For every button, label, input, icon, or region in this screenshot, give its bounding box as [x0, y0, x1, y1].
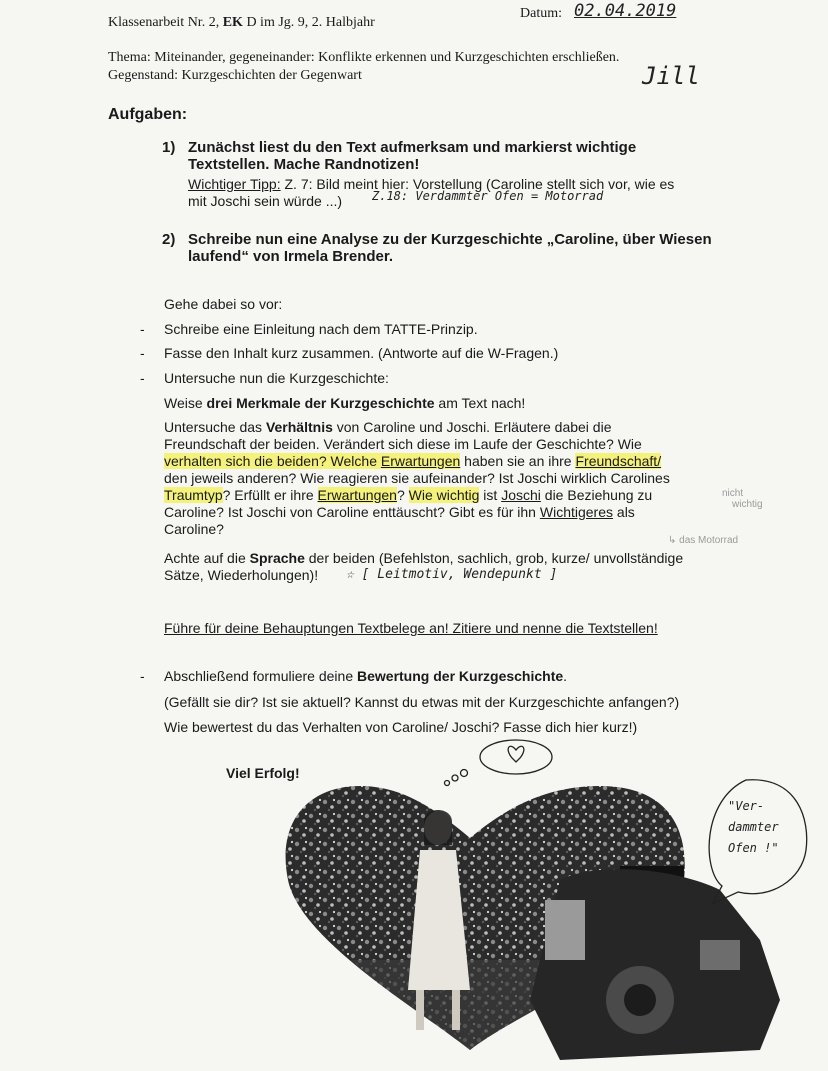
- task1-number: 1): [162, 139, 176, 156]
- speech-bubble-text: "Ver- dammter Ofen !": [728, 799, 779, 855]
- date-value: 02.04.2019: [574, 1, 677, 21]
- relationship-paragraph: Untersuche das Verhältnis von Caroline und Joschi. Erläutere dabei die Freundschaft der beiden. Verändert sich diese im Laufe der Geschichte? Wie verhalten sich die beiden? Welche Erwartungen haben sie an ihre Freundschaft/ den jeweils anderen? Wie reagieren sie aufeinander? Ist Joschi wirklich Carolines Traumtyp? Erfüllt er ihre Erwartungen? Wie wichtig ist Joschi die Beziehung zu Caroline? Ist Joschi von Caroline enttäuscht? Gibt es für ihn Wichtigeres als Caroline?: [164, 419, 670, 537]
- heart-icon: [508, 746, 524, 762]
- bullet-dash: -: [140, 345, 145, 361]
- language-handwritten-note: ☆ [ Leitmotiv, Wendepunkt ]: [346, 567, 558, 582]
- language-paragraph: Achte auf die Sprache der beiden (Befehlston, sachlich, grob, kurze/ unvollständige Sätze, Wiederholungen)!: [164, 550, 684, 583]
- step-features: Weise drei Merkmale der Kurzgeschichte am Text nach!: [164, 395, 526, 411]
- task2-text: Schreibe nun eine Analyse zu der Kurzgeschichte „Caroline, über Wiesen laufend“ von Irmela Brender.: [188, 231, 712, 265]
- margin-note-wichtig: wichtig: [732, 499, 763, 510]
- bullet-dash: -: [140, 321, 145, 337]
- step-summary: Fasse den Inhalt kurz zusammen. (Antworte auf die W-Fragen.): [164, 345, 559, 361]
- motorbike: [530, 866, 780, 1060]
- task1-handwritten-note: Z.18: Verdammter Ofen = Motorrad: [372, 189, 604, 203]
- evaluation-behavior: Wie bewertest du das Verhalten von Caroline/ Joschi? Fasse dich hier kurz!): [164, 719, 638, 735]
- tasks-heading: Aufgaben:: [108, 106, 188, 123]
- student-name: Jill: [642, 62, 700, 90]
- task2-number: 2): [162, 231, 176, 248]
- evidence-instruction: Führe für deine Behauptungen Textbelege an! Zitiere und nenne die Textstellen!: [164, 620, 658, 636]
- step-examine: Untersuche nun die Kurzgeschichte:: [164, 370, 389, 386]
- steps-intro: Gehe dabei so vor:: [164, 296, 283, 312]
- margin-note-motorrad: ↳ das Motorrad: [668, 535, 739, 546]
- task1-tip: Wichtiger Tipp: Z. 7: Bild meint hier: Vorstellung (Caroline stellt sich vor, wie es mit Joschi sein würde ...): [188, 176, 675, 209]
- thought-bubble: [445, 740, 553, 786]
- task1-text: Zunächst liest du den Text aufmerksam und markierst wichtige Textstellen. Mache Randnotizen!: [188, 139, 637, 173]
- evaluation-questions: (Gefällt sie dir? Ist sie aktuell? Kannst du etwas mit der Kurzgeschichte anfangen?): [164, 694, 680, 710]
- date-label: Datum:: [520, 6, 562, 21]
- evaluation-step: Abschließend formuliere deine Bewertung der Kurzgeschichte.: [164, 668, 568, 684]
- bullet-dash: -: [140, 370, 145, 386]
- bullet-dash: -: [140, 668, 145, 684]
- subject-line: Gegenstand: Kurzgeschichten der Gegenwart: [108, 68, 362, 83]
- topic-line: Thema: Miteinander, gegeneinander: Konflikte erkennen und Kurzgeschichten erschließen.: [108, 50, 620, 65]
- header-title: Klassenarbeit Nr. 2, EK D im Jg. 9, 2. Halbjahr: [108, 15, 375, 30]
- step-intro-writing: Schreibe eine Einleitung nach dem TATTE-Prinzip.: [164, 321, 478, 337]
- margin-note-nicht: nicht: [722, 488, 744, 499]
- closing-wish: Viel Erfolg!: [226, 765, 300, 781]
